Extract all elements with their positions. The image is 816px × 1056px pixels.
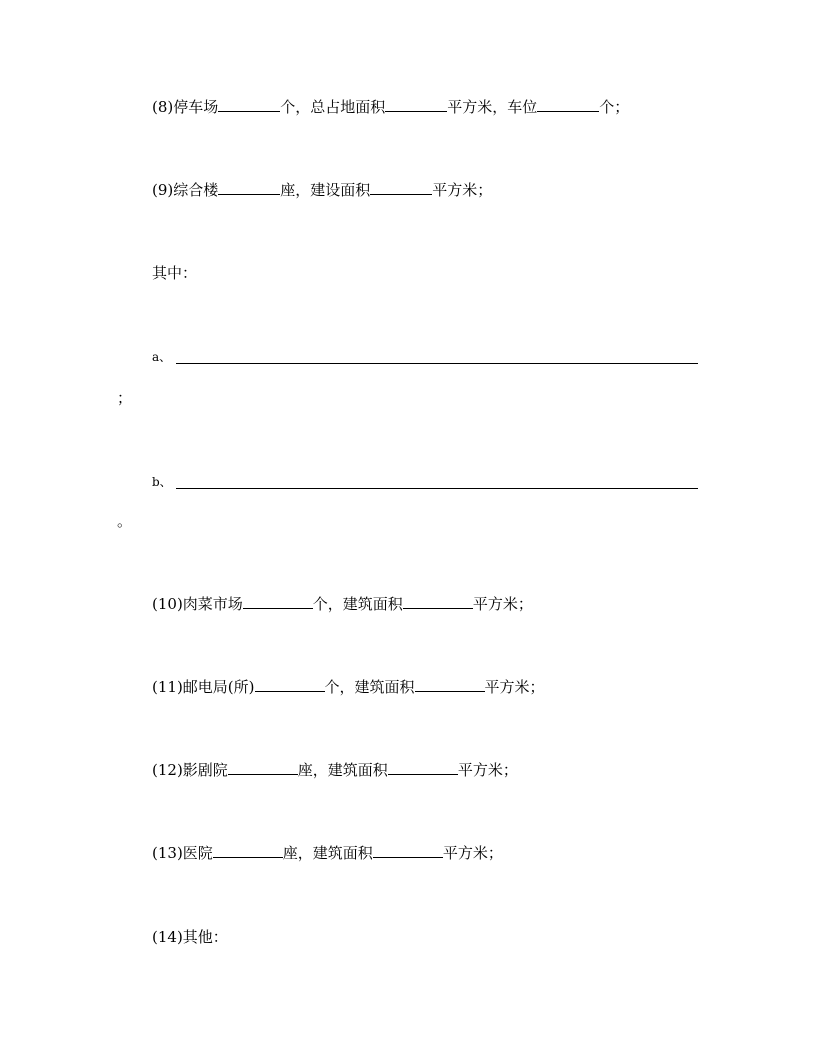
sub-item-b-label-row: [152, 472, 172, 492]
item-12-text-2: 平方米；: [457, 761, 518, 779]
item-10-text-1: 个，建筑面积: [312, 595, 403, 613]
item-12-prefix: (12)影剧院: [152, 761, 228, 779]
theater-count-blank[interactable]: [228, 760, 298, 775]
item-13-prefix: (13)医院: [152, 844, 213, 862]
item-10-prefix: (10)肉菜市场: [152, 595, 243, 613]
complex-building-area-blank[interactable]: [370, 180, 432, 195]
item-8-parking: [152, 97, 629, 117]
item-10-market: [152, 594, 533, 614]
item-8-text-3: 个；: [599, 98, 630, 116]
sub-item-b-end: 。: [117, 512, 133, 530]
post-office-count-blank[interactable]: [255, 677, 325, 692]
qizhong-text: 其中：: [152, 264, 198, 282]
item-9-complex-building: [152, 180, 492, 200]
item-13-text-2: 平方米；: [442, 844, 503, 862]
hospital-count-blank[interactable]: [213, 843, 283, 858]
item-10-text-2: 平方米；: [472, 595, 533, 613]
item-11-prefix: (11)邮电局(所): [152, 678, 255, 696]
market-area-blank[interactable]: [403, 594, 473, 609]
sub-item-a-blank[interactable]: [176, 362, 698, 364]
qizhong-heading: [152, 263, 197, 283]
item-11-post-office: [152, 677, 545, 697]
item-12-text-1: 座，建筑面积: [297, 761, 388, 779]
item-13-hospital: [152, 843, 503, 863]
item-11-text-2: 平方米；: [484, 678, 545, 696]
sub-item-b-label: b、: [152, 475, 172, 489]
item-8-text-2: 平方米，车位: [447, 98, 538, 116]
item-12-theater: [152, 760, 518, 780]
item-9-text-2: 平方米；: [432, 181, 493, 199]
sub-item-a-end: ；: [117, 389, 133, 407]
item-14-other: [152, 927, 228, 947]
item-14-text: (14)其他：: [152, 928, 228, 946]
item-9-prefix: (9)综合楼: [152, 181, 219, 199]
parking-count-blank[interactable]: [218, 97, 280, 112]
parking-area-blank[interactable]: [385, 97, 447, 112]
parking-spaces-blank[interactable]: [537, 97, 599, 112]
item-8-prefix: (8)停车场: [152, 98, 219, 116]
sub-item-b-blank[interactable]: [176, 487, 698, 489]
item-9-text-1: 座，建设面积: [280, 181, 371, 199]
sub-item-a-label: a、: [152, 350, 172, 364]
market-count-blank[interactable]: [243, 594, 313, 609]
item-8-text-1: 个，总占地面积: [280, 98, 386, 116]
hospital-area-blank[interactable]: [373, 843, 443, 858]
sub-item-a-label-row: [152, 347, 171, 367]
complex-building-count-blank[interactable]: [218, 180, 280, 195]
theater-area-blank[interactable]: [388, 760, 458, 775]
item-11-text-1: 个，建筑面积: [324, 678, 415, 696]
item-13-text-1: 座，建筑面积: [282, 844, 373, 862]
post-office-area-blank[interactable]: [415, 677, 485, 692]
